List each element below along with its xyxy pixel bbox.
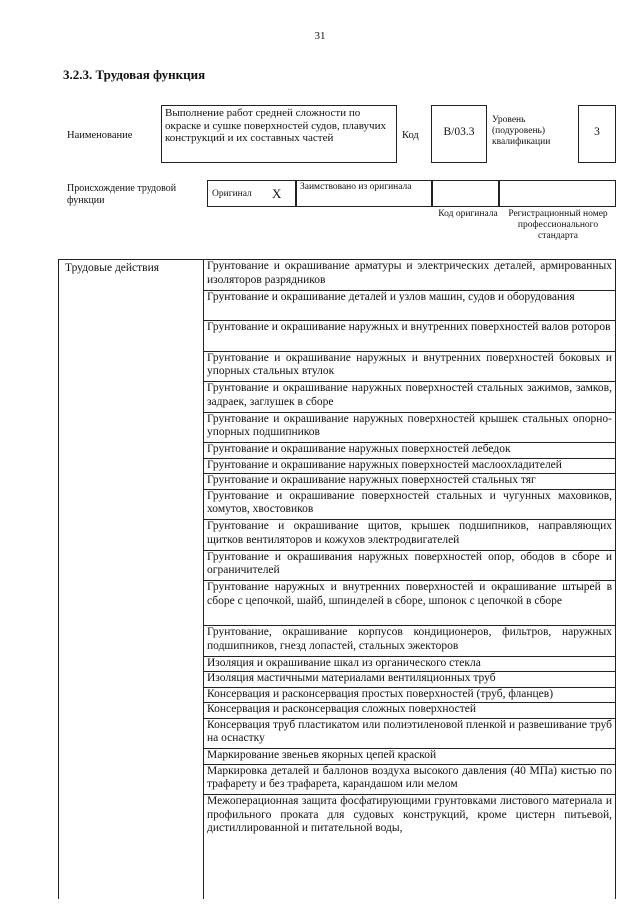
page-number: 31 <box>314 30 326 42</box>
list-item: Грунтование, окрашивание корпусов кондиционеров, фильтров, наружных подшипников, гнезд лопастей, стальных эжекторов <box>204 626 615 657</box>
list-item: Грунтование и окрашивание наружных и внутренних поверхностей валов роторов <box>204 321 615 352</box>
labor-actions-label: Трудовые действия <box>65 262 160 274</box>
borrowed-label: Заимствовано из оригинала <box>300 182 412 192</box>
origin-label: Происхождение трудовой функции <box>67 183 177 206</box>
level-value-box <box>578 105 616 163</box>
list-item: Грунтование и окрашивания наружных поверхностей опор, ободов в сборе и ограничителей <box>204 551 615 582</box>
level-label: Уровень (подуровень) квалификации <box>492 115 551 147</box>
labor-actions-table <box>58 259 616 899</box>
list-item: Грунтование и окрашивание наружных поверхностей маслоохладителей <box>204 459 615 475</box>
list-item: Грунтование и окрашивание наружных поверхностей крышек стальных опорно-упорных подшипников <box>204 413 615 444</box>
level-value: 3 <box>594 126 600 138</box>
list-item: Грунтование и окрашивание щитов, крышек подшипников, направляющих щитков вентиляторов и кожухов электродвигателей <box>204 520 615 551</box>
list-item: Изоляция мастичными материалами вентиляционных труб <box>204 672 615 688</box>
labor-actions-list <box>204 260 615 841</box>
reg-number-box <box>499 180 616 207</box>
list-item: Маркирование звеньев якорных цепей краской <box>204 749 615 765</box>
name-value-box <box>161 105 397 163</box>
code-label: Код <box>402 130 419 141</box>
name-label: Наименование <box>67 130 133 141</box>
list-item: Грунтование и окрашивание наружных и внутренних поверхностей боковых и упорных стальных втулок <box>204 352 615 383</box>
reg-number-caption: Регистрационный номер профессионального стандарта <box>508 209 608 241</box>
original-label: Оригинал <box>212 189 252 199</box>
code-original-box <box>432 180 499 207</box>
borrowed-box <box>296 180 432 207</box>
list-item: Грунтование и окрашивание наружных поверхностей стальных тяг <box>204 474 615 490</box>
list-item: Консервация труб пластикатом или полиэтиленовой пленкой и развешивание труб на оснастку <box>204 719 615 750</box>
list-item: Межоперационная защита фосфатирующими грунтовками листового материала и профильного проката для судовых конструкций, кроме цистерн питьевой, дистиллированной и питательной воды, <box>207 795 612 835</box>
name-value: Выполнение работ средней сложности по окраске и сушке поверхностей судов, плавучих конструкций и их составных частей <box>165 107 386 144</box>
list-item: Изоляция и окрашивание шкал из органического стекла <box>204 657 615 673</box>
code-original-caption: Код оригинала <box>438 209 498 219</box>
list-item: Консервация и расконсервация простых поверхностей (труб, фланцев) <box>204 688 615 704</box>
list-item: Грунтование и окрашивание наружных поверхностей стальных зажимов, замков, задраек, заглушек в сборе <box>204 382 615 413</box>
labor-actions-label-cell <box>59 260 204 899</box>
list-item: Грунтование и окрашивание арматуры и электрических деталей, армированных изоляторов разрядников <box>204 260 615 291</box>
list-item: Маркировка деталей и баллонов воздуха высокого давления (40 МПа) кистью по трафарету и без трафарета, карандашом или мелом <box>204 765 615 796</box>
code-value: B/03.3 <box>443 126 475 138</box>
list-item: Грунтование и окрашивание деталей и узлов машин, судов и оборудования <box>204 291 615 322</box>
list-item: Грунтование наружных и внутренних поверхностей и окрашивание штырей в сборе с цепочкой, шайб, шпинделей в сборе, шпонок с цепочкой в сборе <box>204 581 615 626</box>
section-title: 3.2.3. Трудовая функция <box>63 67 206 82</box>
list-item: Грунтование и окрашивание наружных поверхностей лебедок <box>204 443 615 459</box>
list-item: Консервация и расконсервация сложных поверхностей <box>204 703 615 719</box>
original-box <box>207 180 296 207</box>
code-value-box <box>431 105 487 163</box>
list-item: Грунтование и окрашивание поверхностей стальных и чугунных маховиков, хомутов, хвостовиков <box>204 490 615 521</box>
original-mark: X <box>272 186 282 201</box>
